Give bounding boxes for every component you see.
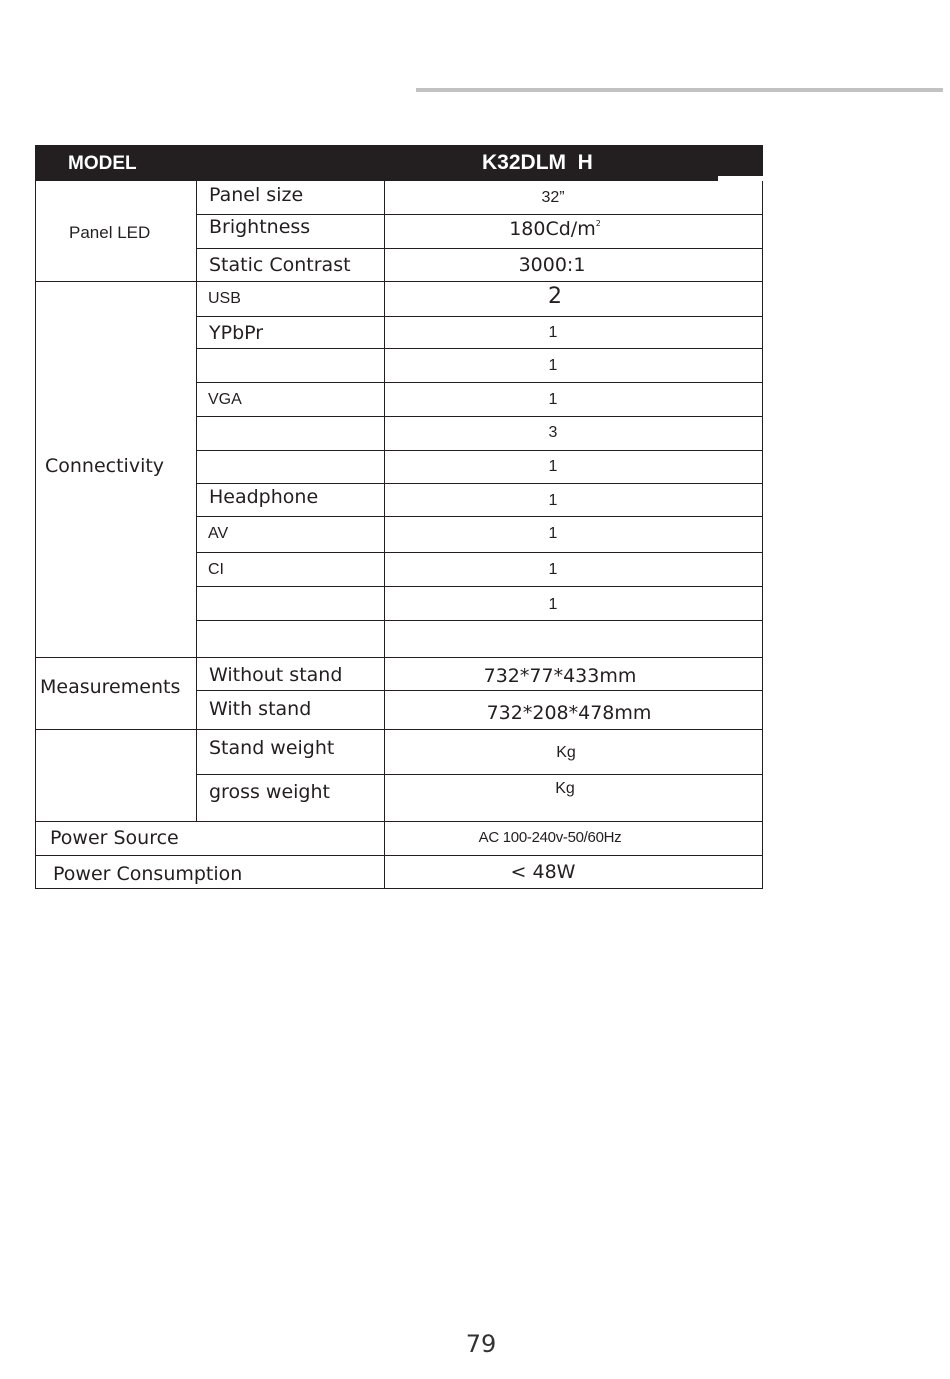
row-label-vga: VGA [208,391,242,408]
row-value-conn3: 1 [548,357,558,374]
row-value-conn10: 1 [548,596,558,613]
row-value-power-consumption: < 48W [510,861,576,883]
row-label-stand-weight: Stand weight [209,737,335,759]
group-label-connectivity: Connectivity [45,455,165,477]
row-divider [196,248,763,249]
row-label-av: AV [208,525,229,542]
row-value-usb: 2 [548,284,562,309]
superscript-2: 2 [595,219,601,228]
row-divider [196,483,763,484]
row-label-gross-weight: gross weight [209,781,330,803]
row-value-contrast: 3000:1 [518,254,586,276]
row-label-without-stand: Without stand [209,664,343,686]
row-value-with-stand: 732*208*478mm [486,702,652,724]
row-divider [196,586,763,587]
row-divider [196,620,763,621]
row-label-ypbpr: YPbPr [209,322,264,344]
row-divider [196,316,763,317]
column-divider-label [196,181,197,822]
row-divider [196,382,763,383]
row-divider [35,729,763,730]
row-value-av: 1 [548,525,558,542]
row-value-ci: 1 [548,561,558,578]
top-rule [416,88,943,92]
row-divider [196,774,763,775]
row-value-ypbpr: 1 [548,324,558,341]
row-divider [35,855,763,856]
row-value-conn6: 1 [548,458,558,475]
table-border-bottom [35,888,763,889]
row-label-panel-size: Panel size [209,184,304,206]
row-label-headphone: Headphone [209,486,319,508]
row-value-panel-size: 32” [541,189,565,206]
row-value-brightness: $180Cd/m^2$ [509,218,601,240]
row-divider [196,450,763,451]
row-label-contrast: Static Contrast [209,254,351,276]
row-divider [35,657,763,658]
header-notch [718,176,763,181]
row-divider [196,516,763,517]
row-value-stand-weight: Kg [556,744,576,761]
row-label-brightness: Brightness [209,216,311,238]
row-value-vga: 1 [548,391,558,408]
model-value: K32DLM H [482,151,593,174]
row-divider [35,821,763,822]
row-value-conn5: 3 [548,424,558,441]
row-label-power-source: Power Source [50,827,179,849]
row-label-with-stand: With stand [209,698,312,720]
row-value-power-source: AC 100-240v-50/60Hz [478,829,622,846]
table-border-left [35,181,36,889]
table-header [35,145,763,181]
page-number: 79 [465,1330,497,1358]
row-divider [196,416,763,417]
group-label-panel: Panel LED [69,223,151,242]
row-value-gross-weight: Kg [555,780,575,797]
row-value-headphone: 1 [548,492,558,509]
row-value-without-stand: 732*77*433mm [483,665,637,687]
row-divider [196,214,763,215]
group-label-measurements: Measurements [40,676,181,698]
row-label-ci: CI [208,561,224,578]
row-divider [196,348,763,349]
row-label-usb: USB [208,290,241,307]
row-label-power-consumption: Power Consumption [53,863,243,885]
column-divider-value [384,181,385,889]
row-divider [196,690,763,691]
model-label: MODEL [68,153,137,174]
table-border-right [762,181,763,889]
row-divider [35,281,763,282]
row-divider [196,552,763,553]
